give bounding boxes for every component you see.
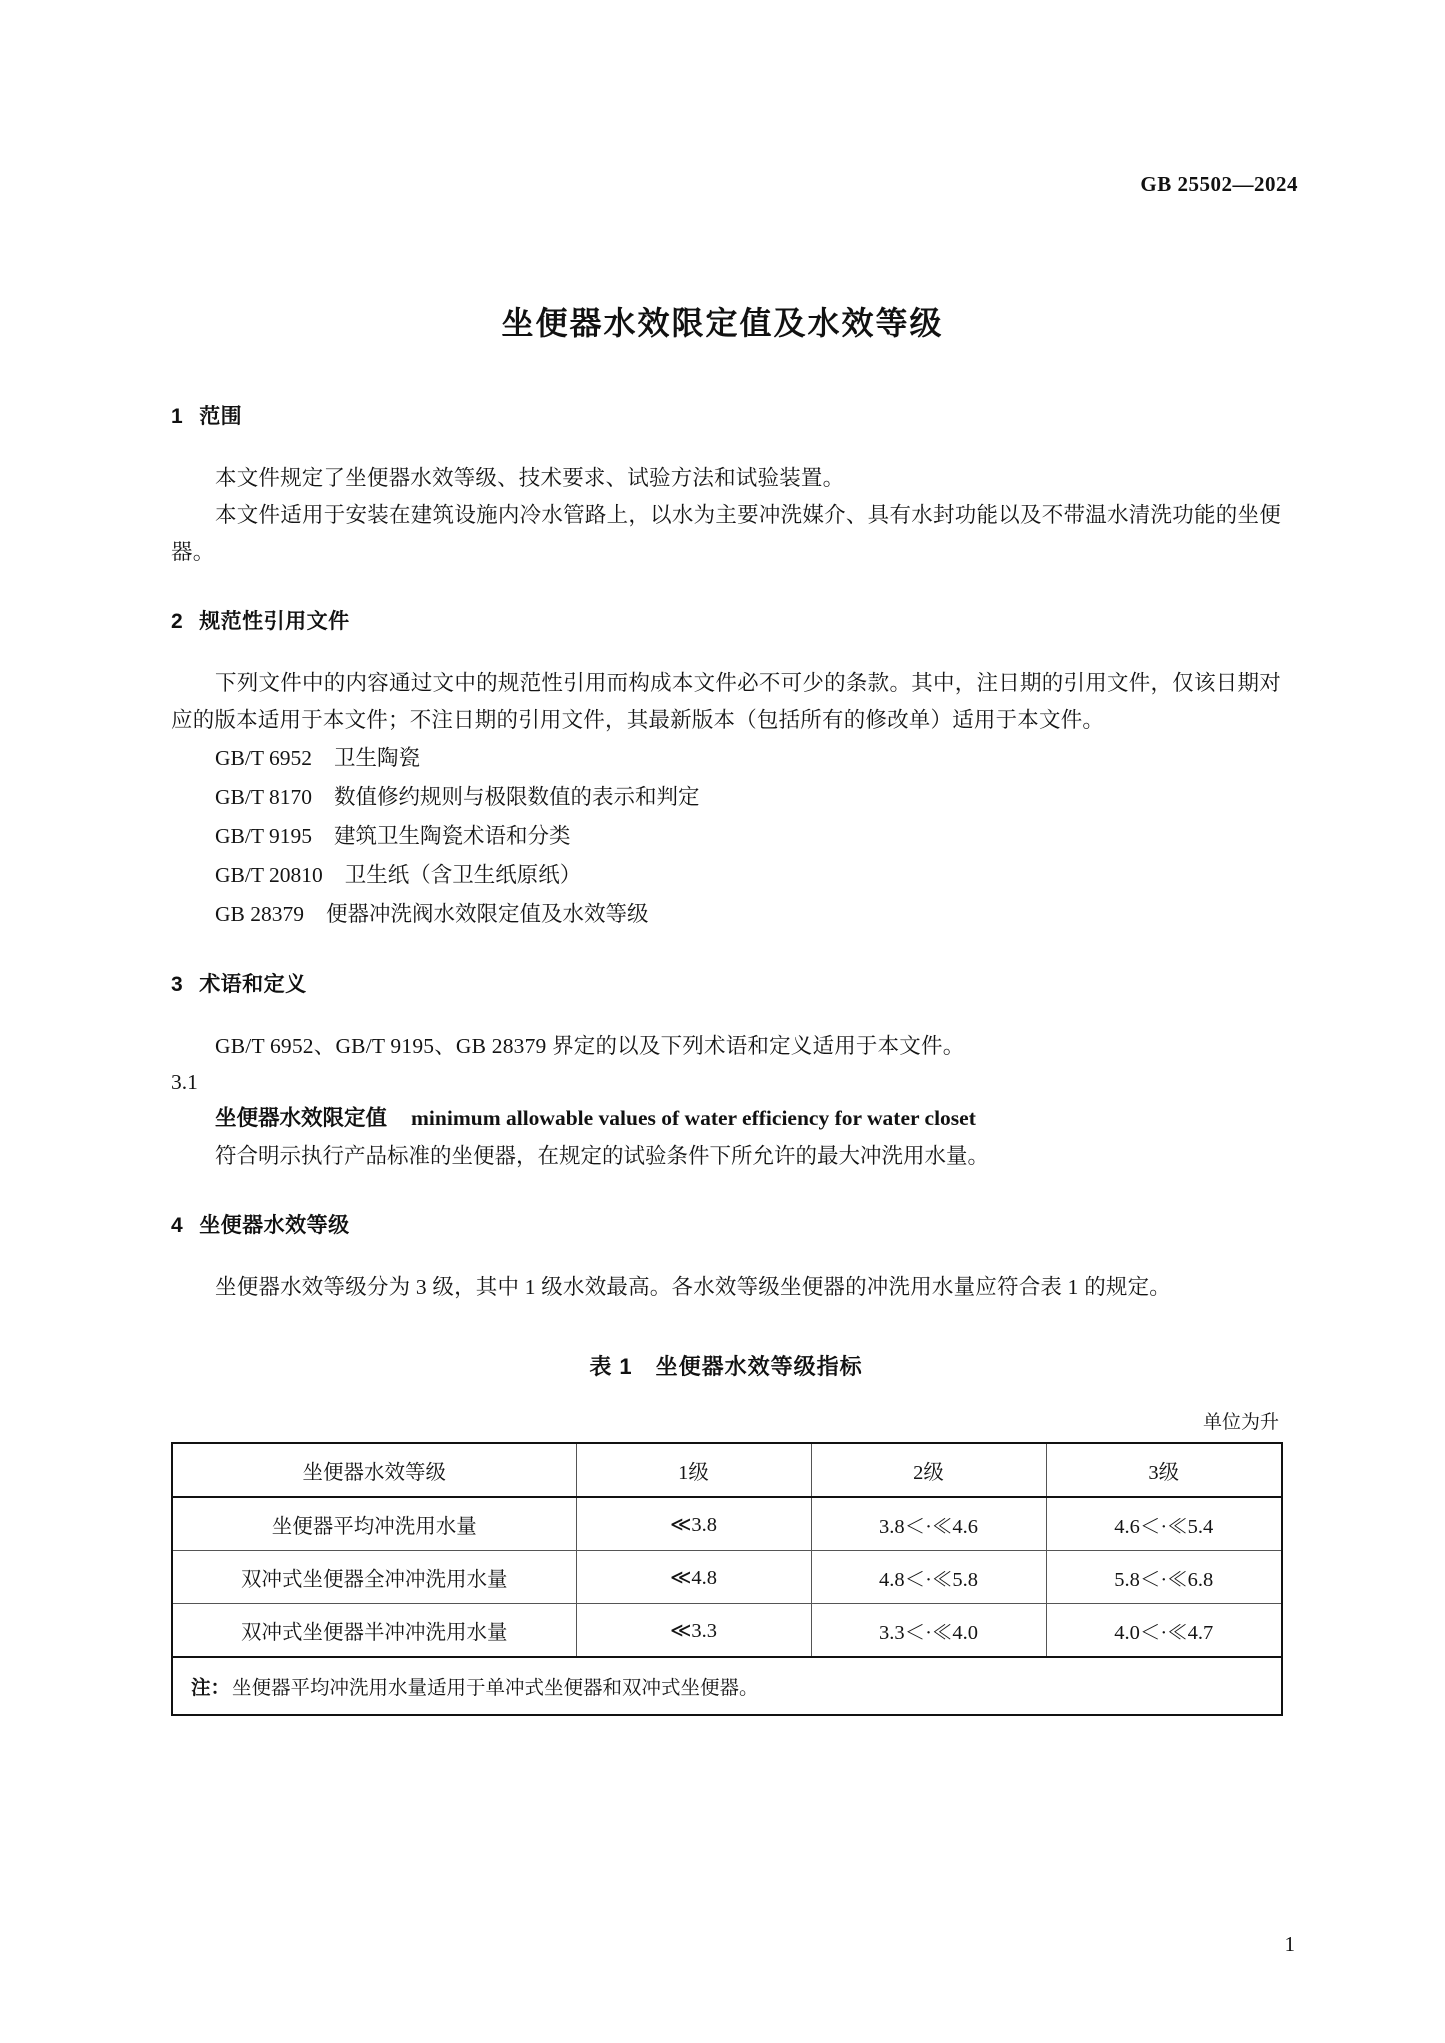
list-item — [171, 856, 1281, 895]
reference-code: GB/T 8170 — [215, 785, 312, 809]
table-cell-grade1: ≪4.8 — [576, 1551, 811, 1604]
section-title-3: 术语和定义 — [199, 973, 307, 996]
table-cell-grade2: 4.8＜·≪5.8 — [811, 1551, 1046, 1604]
reference-title: 建筑卫生陶瓷术语和分类 — [333, 824, 571, 848]
table-header-cell-category: 坐便器水效等级 — [172, 1443, 576, 1497]
table-header-cell-grade1: 1级 — [576, 1443, 811, 1497]
water-efficiency-grade-table — [171, 1442, 1283, 1716]
table-cell-grade3: 4.6＜·≪5.4 — [1046, 1497, 1282, 1551]
reference-title: 卫生陶瓷 — [333, 746, 420, 770]
list-item — [171, 778, 1281, 817]
spacer — [171, 1175, 1281, 1209]
section-heading-4 — [171, 1209, 1281, 1239]
section-heading-3 — [171, 968, 1281, 998]
table-cell-grade3: 5.8＜·≪6.8 — [1046, 1551, 1282, 1604]
spacer — [171, 635, 1281, 665]
table-cell-grade2: 3.3＜·≪4.0 — [811, 1604, 1046, 1658]
spacer — [171, 1306, 1281, 1350]
section-number-4: 4 — [171, 1214, 184, 1237]
spacer — [171, 1239, 1281, 1269]
reference-code: GB/T 6952 — [215, 746, 312, 770]
spacer — [171, 934, 1281, 968]
reference-code: GB/T 20810 — [215, 863, 323, 887]
table-row — [172, 1551, 1282, 1604]
list-item — [171, 895, 1281, 934]
section-title-4: 坐便器水效等级 — [199, 1214, 350, 1237]
table-row — [172, 1604, 1282, 1658]
table-note-text: 坐便器平均冲洗用水量适用于单冲式坐便器和双冲式坐便器。 — [232, 1678, 759, 1699]
table-note-cell — [172, 1657, 1282, 1715]
section-heading-1 — [171, 400, 1281, 430]
list-item — [171, 817, 1281, 856]
section-2-paragraph-1: 下列文件中的内容通过文中的规范性引用而构成本文件必不可少的条款。其中，注日期的引用文件，仅该日期对应的版本适用于本文件；不注日期的引用文件，其最新版本（包括所有的修改单）适用于本文件。 — [171, 671, 1281, 732]
section-number-2: 2 — [171, 610, 184, 633]
table-cell-label: 坐便器平均冲洗用水量 — [172, 1497, 576, 1551]
section-heading-2 — [171, 605, 1281, 635]
running-header-standard-code: GB 25502—2024 — [1140, 172, 1298, 196]
table-header-cell-grade2: 2级 — [811, 1443, 1046, 1497]
section-title-2: 规范性引用文件 — [199, 610, 350, 633]
list-item — [171, 739, 1281, 778]
normative-reference-list — [171, 739, 1281, 934]
term-chinese: 坐便器水效限定值 — [215, 1106, 388, 1130]
section-3-paragraph-1: GB/T 6952、GB/T 9195、GB 28379 界定的以及下列术语和定义适用于本文件。 — [215, 1034, 965, 1058]
document-content — [171, 400, 1281, 1716]
table-cell-grade1: ≪3.8 — [576, 1497, 811, 1551]
table-cell-grade1: ≪3.3 — [576, 1604, 811, 1658]
table-note-row — [172, 1657, 1282, 1715]
reference-code: GB/T 9195 — [215, 824, 312, 848]
clause-term-line — [171, 1099, 1281, 1137]
reference-code: GB 28379 — [215, 902, 304, 926]
table-cell-label: 双冲式坐便器半冲冲洗用水量 — [172, 1604, 576, 1658]
clause-definition: 符合明示执行产品标准的坐便器，在规定的试验条件下所允许的最大冲洗用水量。 — [215, 1144, 990, 1168]
table-row — [172, 1497, 1282, 1551]
table-header-row — [172, 1443, 1282, 1497]
term-english: minimum allowable values of water efficiency for water closet — [411, 1106, 976, 1130]
reference-title: 数值修约规则与极限数值的表示和判定 — [333, 785, 700, 809]
spacer — [171, 998, 1281, 1028]
table-unit-note: 单位为升 — [1202, 1412, 1279, 1433]
section-number-3: 3 — [171, 973, 184, 996]
clause-number-3-1: 3.1 — [171, 1070, 198, 1094]
section-number-1: 1 — [171, 405, 184, 428]
page-number: 1 — [1284, 1932, 1295, 1956]
table-caption: 表 1 坐便器水效等级指标 — [589, 1354, 863, 1379]
section-4-paragraph-1: 坐便器水效等级分为 3 级，其中 1 级水效最高。各水效等级坐便器的冲洗用水量应符合表 1 的规定。 — [215, 1275, 1172, 1299]
spacer — [171, 571, 1281, 605]
section-1-paragraph-2: 本文件适用于安装在建筑设施内冷水管路上，以水为主要冲洗媒介、具有水封功能以及不带温水清洗功能的坐便器。 — [171, 503, 1281, 564]
section-title-1: 范围 — [199, 405, 243, 428]
table-cell-grade3: 4.0＜·≪4.7 — [1046, 1604, 1282, 1658]
table-cell-grade2: 3.8＜·≪4.6 — [811, 1497, 1046, 1551]
table-cell-label: 双冲式坐便器全冲冲洗用水量 — [172, 1551, 576, 1604]
spacer — [171, 430, 1281, 460]
table-note-label: 注： — [191, 1677, 231, 1699]
page-title: 坐便器水效限定值及水效等级 — [501, 305, 944, 341]
table-header-cell-grade3: 3级 — [1046, 1443, 1282, 1497]
reference-title: 便器冲洗阀水效限定值及水效等级 — [326, 902, 649, 926]
reference-title: 卫生纸（含卫生纸原纸） — [344, 863, 582, 887]
section-1-paragraph-1: 本文件规定了坐便器水效等级、技术要求、试验方法和试验装置。 — [215, 466, 845, 490]
